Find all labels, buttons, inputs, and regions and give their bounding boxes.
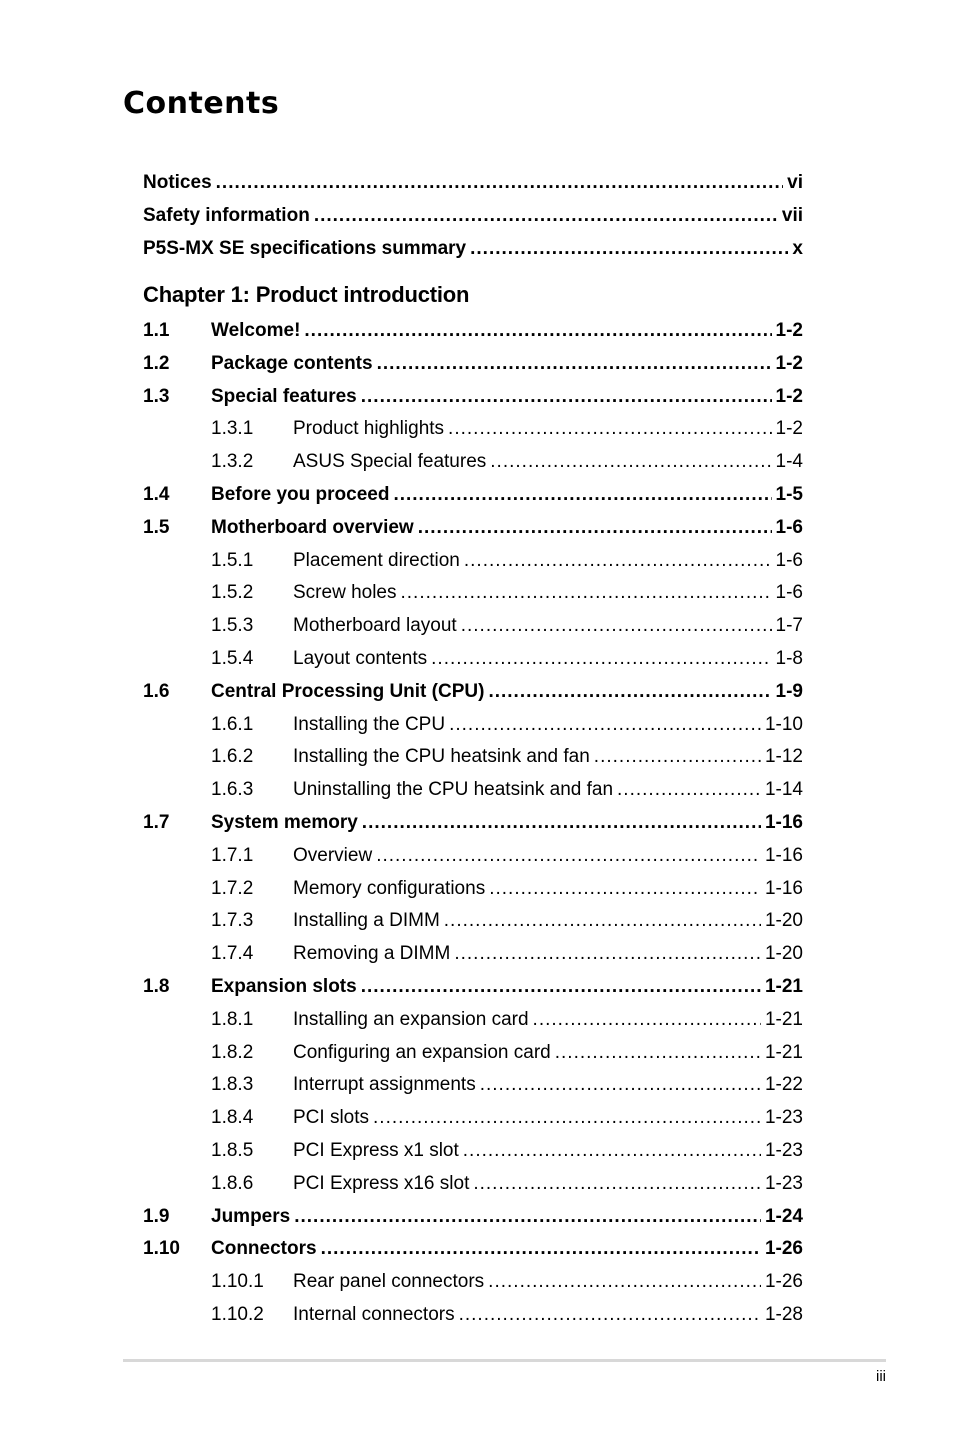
toc-title: Uninstalling the CPU heatsink and fan [293,779,614,800]
toc-section-line[interactable] [143,382,803,408]
toc-title: Removing a DIMM [293,943,451,964]
dot-leader [555,1042,761,1064]
toc-title: Internal connectors [293,1304,455,1325]
toc-subsection-line[interactable] [143,578,803,604]
toc-subsection-line[interactable] [143,1267,803,1293]
toc-number: 1.5.2 [211,582,254,603]
toc-title: Installing the CPU [293,714,446,735]
toc-line[interactable] [143,201,803,227]
toc-number: 1.8.2 [211,1042,254,1063]
toc-page-number: 1-20 [764,910,803,931]
toc-subsection-line[interactable] [143,1070,803,1096]
toc-subsection-line[interactable] [143,841,803,867]
toc-subsection-line[interactable] [143,414,803,440]
toc-line[interactable] [143,168,803,194]
footer-divider [123,1359,886,1362]
toc-title: Layout contents [293,648,428,669]
toc-page-number: 1-21 [764,1009,803,1030]
dot-leader [533,1009,761,1031]
page-title: Contents [123,86,280,121]
toc-section-line[interactable] [143,808,803,834]
toc-subsection-line[interactable] [143,1103,803,1129]
toc-title: Memory configurations [293,878,486,899]
toc-page-number: 1-23 [764,1140,803,1161]
dot-leader [473,1173,761,1195]
dot-leader [594,746,761,768]
dot-leader [444,910,761,932]
toc-title: PCI slots [293,1107,370,1128]
dot-leader [431,648,771,670]
toc-subsection-line[interactable] [143,906,803,932]
toc-page-number: 1-2 [775,386,803,407]
toc-title: Before you proceed [211,484,390,505]
toc-page-number: vi [787,172,803,193]
dot-leader [488,681,771,703]
toc-title: Overview [293,845,373,866]
toc-subsection-line[interactable] [143,1169,803,1195]
toc-title: Expansion slots [211,976,357,997]
toc-title: Notices [143,172,212,193]
toc-title: P5S-MX SE specifications summary [143,238,467,259]
toc-page-number: 1-21 [764,976,803,997]
dot-leader [304,320,771,342]
dot-leader [294,1206,761,1228]
toc-subsection-line[interactable] [143,546,803,572]
toc-number: 1.6 [143,681,170,702]
toc-page-number: 1-22 [764,1074,803,1095]
toc-number: 1.4 [143,484,170,505]
toc-number: 1.10 [143,1238,180,1259]
toc-number: 1.9 [143,1206,170,1227]
dot-leader [401,582,772,604]
toc-page-number: 1-23 [764,1173,803,1194]
dot-leader [314,205,778,227]
toc-title: Installing a DIMM [293,910,440,931]
toc-title: ASUS Special features [293,451,487,472]
toc-number: 1.6.1 [211,714,254,735]
toc-title: Central Processing Unit (CPU) [211,681,485,702]
dot-leader [377,353,772,375]
dot-leader [393,484,771,506]
dot-leader [488,1271,761,1293]
toc-number: 1.1 [143,320,170,341]
toc-title: Configuring an expansion card [293,1042,551,1063]
toc-subsection-line[interactable] [143,742,803,768]
toc-number: 1.6.2 [211,746,254,767]
toc-number: 1.8.3 [211,1074,254,1095]
dot-leader [216,172,784,194]
dot-leader [461,615,772,637]
toc-title: PCI Express x16 slot [293,1173,470,1194]
dot-leader [470,238,788,260]
toc-section-line[interactable] [143,316,803,342]
toc-page-number: 1-7 [775,615,803,636]
toc-page-number: 1-6 [775,517,803,538]
toc-number: 1.10.2 [211,1304,264,1325]
toc-number: 1.8.4 [211,1107,254,1128]
toc-subsection-line[interactable] [143,1038,803,1064]
toc-number: 1.2 [143,353,170,374]
toc-page-number: 1-5 [775,484,803,505]
toc-page-number: 1-10 [764,714,803,735]
toc-page-number: 1-4 [775,451,803,472]
dot-leader [361,386,772,408]
toc-number: 1.7.2 [211,878,254,899]
dot-leader [464,550,772,572]
toc-page-number: 1-23 [764,1107,803,1128]
toc-subsection-line[interactable] [143,1005,803,1031]
toc-title: Special features [211,386,357,407]
toc-page-number: vii [781,205,803,226]
toc-page-number: 1-12 [764,746,803,767]
dot-leader [373,1107,761,1129]
toc-subsection-line[interactable] [143,1136,803,1162]
toc-page-number: 1-21 [764,1042,803,1063]
toc-page-number: 1-16 [764,878,803,899]
toc-number: 1.7.3 [211,910,254,931]
dot-leader [459,1304,761,1326]
dot-leader [321,1238,761,1260]
toc-title: PCI Express x1 slot [293,1140,459,1161]
toc-number: 1.5.3 [211,615,254,636]
toc-number: 1.8 [143,976,170,997]
toc-page-number: 1-14 [764,779,803,800]
toc-title: Interrupt assignments [293,1074,476,1095]
toc-page-number: 1-16 [764,845,803,866]
dot-leader [448,418,771,440]
toc-subsection-line[interactable] [143,611,803,637]
toc-title: Rear panel connectors [293,1271,485,1292]
dot-leader [418,517,772,539]
chapter-heading: Chapter 1: Product introduction [143,282,470,307]
toc-number: 1.8.5 [211,1140,254,1161]
toc-page-number: 1-28 [764,1304,803,1325]
dot-leader [449,714,761,736]
dot-leader [617,779,761,801]
toc-page-number: 1-26 [764,1238,803,1259]
toc-section-line[interactable] [143,349,803,375]
toc-page-number: 1-2 [775,353,803,374]
toc-title: Welcome! [211,320,301,341]
toc-page-number: 1-24 [764,1206,803,1227]
toc-title: Installing an expansion card [293,1009,529,1030]
toc-section-line[interactable] [143,972,803,998]
toc-title: Jumpers [211,1206,291,1227]
toc-page-number: 1-9 [775,681,803,702]
toc-subsection-line[interactable] [143,1300,803,1326]
dot-leader [490,451,771,473]
toc-title: Connectors [211,1238,317,1259]
toc-page-number: 1-26 [764,1271,803,1292]
toc-number: 1.5.1 [211,550,254,571]
dot-leader [489,878,761,900]
toc-number: 1.7.4 [211,943,254,964]
toc-title: Motherboard layout [293,615,457,636]
toc-section-line[interactable] [143,1202,803,1228]
toc-title: Product highlights [293,418,445,439]
toc-page-number: 1-8 [775,648,803,669]
toc-line[interactable] [143,234,803,260]
toc-title: Installing the CPU heatsink and fan [293,746,590,767]
dot-leader [361,976,761,998]
toc-number: 1.3.1 [211,418,254,439]
toc-subsection-line[interactable] [143,447,803,473]
toc-number: 1.5 [143,517,170,538]
toc-subsection-line[interactable] [143,939,803,965]
toc-title: Motherboard overview [211,517,414,538]
toc-page-number: 1-2 [775,418,803,439]
dot-leader [463,1140,761,1162]
toc-subsection-line[interactable] [143,710,803,736]
toc-number: 1.3 [143,386,170,407]
toc-number: 1.10.1 [211,1271,264,1292]
toc-title: Screw holes [293,582,397,603]
toc-page-number: 1-6 [775,582,803,603]
toc-title: Package contents [211,353,373,374]
toc-number: 1.7.1 [211,845,254,866]
toc-subsection-line[interactable] [143,775,803,801]
toc-page-number: x [792,238,803,259]
toc-number: 1.8.1 [211,1009,254,1030]
toc-page-number: 1-6 [775,550,803,571]
dot-leader [376,845,761,867]
toc-title: Safety information [143,205,310,226]
dot-leader [454,943,761,965]
toc-page-number: 1-16 [764,812,803,833]
toc-title: System memory [211,812,358,833]
toc-title: Placement direction [293,550,460,571]
toc-section-line[interactable] [143,677,803,703]
toc-number: 1.7 [143,812,170,833]
toc-number: 1.6.3 [211,779,254,800]
footer-page-number: iii [876,1368,886,1385]
toc-page-number: 1-20 [764,943,803,964]
toc-section-line[interactable] [143,480,803,506]
toc-page-number: 1-2 [775,320,803,341]
dot-leader [362,812,761,834]
toc-subsection-line[interactable] [143,644,803,670]
toc-number: 1.8.6 [211,1173,254,1194]
toc-section-line[interactable] [143,1234,803,1260]
toc-subsection-line[interactable] [143,874,803,900]
dot-leader [480,1074,761,1096]
toc-section-line[interactable] [143,513,803,539]
toc-number: 1.5.4 [211,648,254,669]
toc-number: 1.3.2 [211,451,254,472]
